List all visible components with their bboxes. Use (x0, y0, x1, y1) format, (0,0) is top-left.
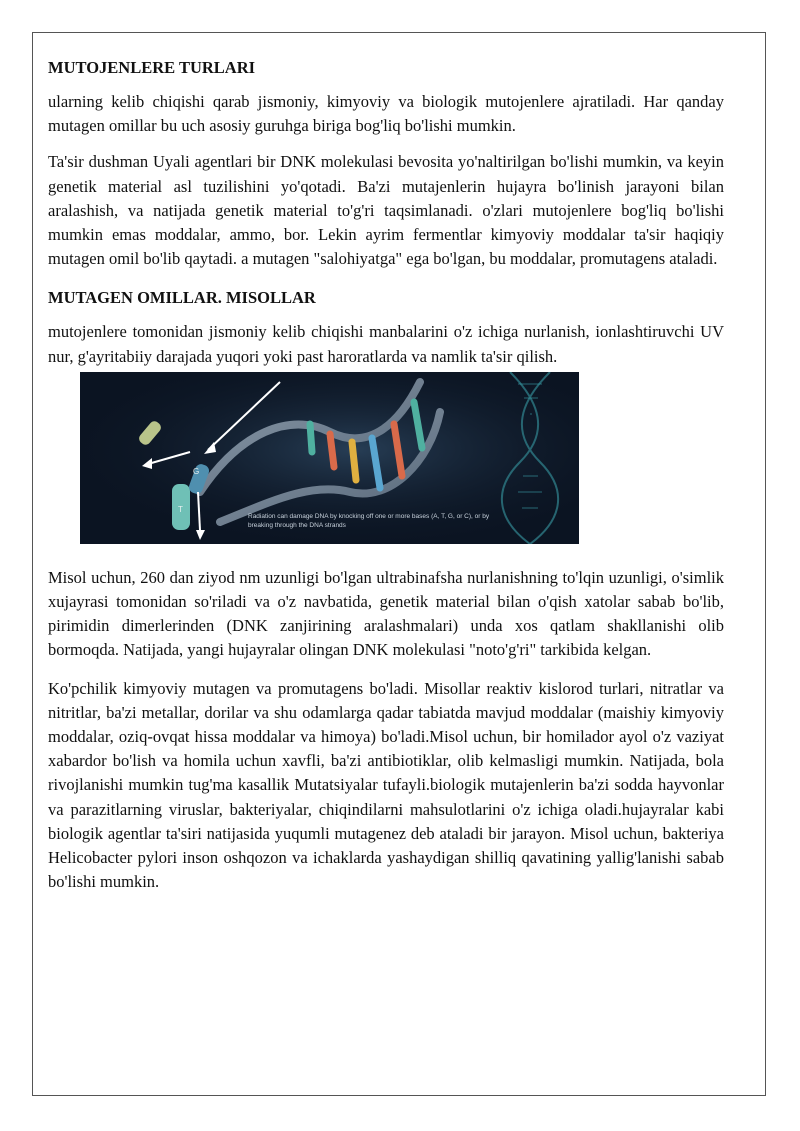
paragraph-agents: Ta'sir dushman Uyali agentlari bir DNK molekulasi bevosita yo'naltirilgan bo'lishi mumkin, va keyin genetik material asl tuzilishini yo'qotadi. Ba'zi mutajenlerin hujayra bo'linish jarayoni bilan aralashish, va natijada genetik material to'g'ri taqsimlanadi. o'zlari mutojenlere bog'liq bo'lishi mumkin emas moddalar, ammo, bor. Lekin ayrim fermentlar kimyoviy moddalar ta'sir haqiqiy mutagen omil bo'lib qaytadi. a mutagen "salohiyatga" ega bo'lgan, bu moddalar, promutagens ataladi. (48, 152, 724, 269)
paragraph-classification: ularning kelib chiqishi qarab jismoniy, kimyoviy va biologik mutojenlere ajratiladi. Har qanday mutagen omillar bu uch asosiy guruhga biriga bog'liq bo'lishi mumkin. (48, 92, 724, 136)
heading-mutagen-factors: MUTAGEN OMILLAR. MISOLLAR (48, 288, 316, 308)
dna-radiation-image (80, 372, 579, 544)
paragraph-physical-sources: mutojenlere tomonidan jismoniy kelib chiqishi manbalarini o'z ichiga nurlanish, ionlashtiruvchi UV nur, g'ayritabiiy darajada yuqori yoki past haroratlarda va namlik ta'sir qilish. (48, 322, 724, 366)
figure-caption: Radiation can damage DNA by knocking off one or more bases (A, T, G, or C), or by breaking through the DNA strands (248, 512, 490, 529)
heading-mutagen-types: MUTOJENLERE TURLARI (48, 58, 256, 77)
document-body (48, 56, 724, 894)
paragraph-uv-example: Misol uchun, 260 dan ziyod nm uzunligi bo'lgan ultrabinafsha nurlanishning to'lqin uzunligi, o'simlik xujayrasi tomonidan so'riladi va o'z navbatida, genetik material bilan o'qish xatolar sabab bo'lib, pirimidin dimerlerinden (DNK zanjirining aralashmalari) unda xos qatlam shakllanishi olib bormoqda. Natijada, yangi hujayralar olingan DNK molekulasi "noto'g'ri" tarkibida kelgan. (48, 567, 724, 660)
paragraph-chemical-biological: Ko'pchilik kimyoviy mutagen va promutagens bo'ladi. Misollar reaktiv kislorod turlari, nitratlar va nitritlar, ba'zi metallar, dorilar va shu odamlarga qadar tabiatda mavjud moddalar (maishiy kimyoviy moddalar, oziq-ovqat hissa moddalar va himoya) bo'ladi.Misol uchun, bir homilador ayol o'z vaziyat xabardor bo'lish va homila uchun xavfli, ba'zi antibiotiklar, olib kelmasligi mumkin. Natijada, bola rivojlanishi mumkin tug'ma kasallik Mutatsiyalar tufayli.biologik mutajenlerin ba'zi sodda hayvonlar va parazitlarning viruslar, bakteriyalar, chiqindilarni mahsulotlarini o'z ichiga oladi.hujayralar kabi biologik agentlar ta'siri natijasida yuqumli mutagenez deb ataladi bir jarayon. Misol uchun, bakteriya Helicobacter pylori inson oshqozon va ichaklarda yashaydigan shilliq qavatining yallig'lanishi sabab bo'lishi mumkin. (48, 678, 724, 892)
base-label-t: T (178, 504, 183, 514)
base-label-g: G (193, 466, 200, 476)
